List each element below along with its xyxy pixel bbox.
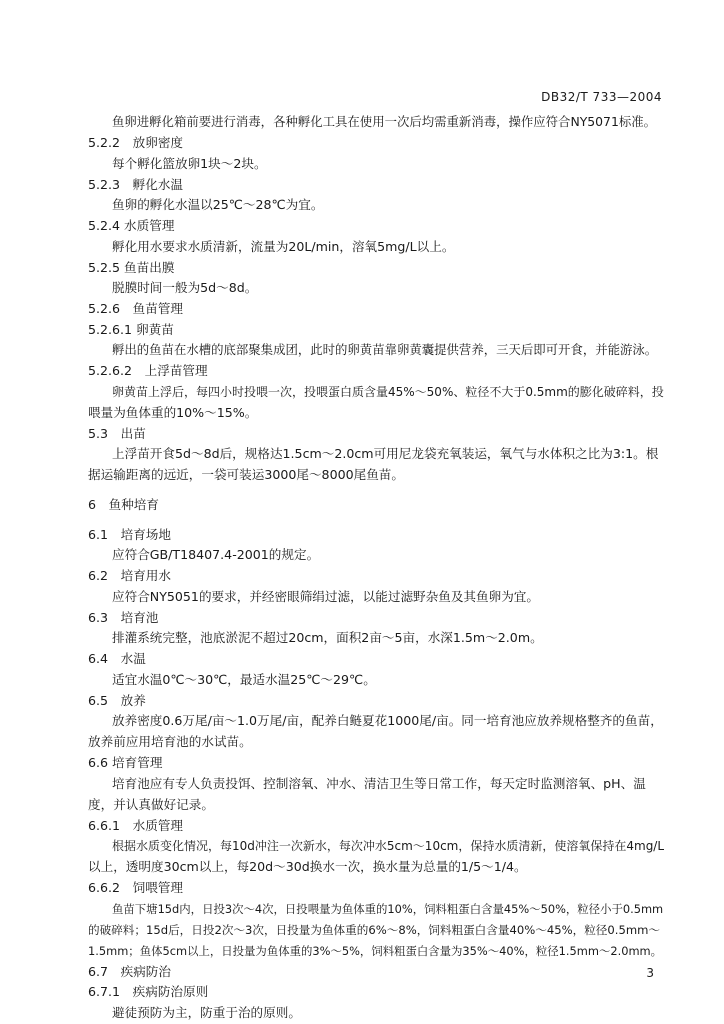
section-heading-5-2-2: 5.2.2 放卵密度 — [88, 135, 184, 150]
section-heading-5-2-6: 5.2.6 鱼苗管理 — [88, 301, 184, 316]
section-heading-5-3: 5.3 出苗 — [88, 425, 146, 441]
paragraph: 排灌系统完整，池底淤泥不超过20cm，面积2亩～5亩，水深1.5m～2.0m。 — [112, 630, 543, 645]
paragraph: 应符合NY5051的要求，并经密眼筛绢过滤，以能过滤野杂鱼及其鱼卵为宜。 — [112, 588, 539, 604]
paragraph: 避徒预防为主，防重于治的原则。 — [112, 1004, 301, 1020]
paragraph-line: 鱼苗下塘15d内，日投3次～4次，日投喂量为鱼体重的10%，饲料粗蛋白含量45%～50%，粒径小于0.5mm — [112, 901, 664, 916]
paragraph-line: 卵黄苗上浮后，每四小时投喂一次，投喂蛋白质含量45%～50%、粒径不大于0.5mm的膨化破碎料，投 — [112, 384, 664, 399]
paragraph: 适宜水温0℃～30℃，最适水温25℃～29℃。 — [112, 671, 376, 687]
section-heading-5-2-6-1: 5.2.6.1 卵黄苗 — [88, 321, 174, 337]
section-heading-5-2-5: 5.2.5 鱼苗出膜 — [88, 259, 175, 275]
paragraph-line: 度，并认真做好记录。 — [88, 796, 214, 812]
section-heading-6-7-1: 6.7.1 疾病防治原则 — [88, 984, 209, 999]
section-heading-6-7: 6.7 疾病防治 — [88, 963, 171, 979]
paragraph-line: 根据水质变化情况，每10d冲注一次新水，每次冲水5cm～10cm，保持水质清新，使溶氧保持在4mg/L — [112, 839, 665, 853]
paragraph: 鱼卵的孵化水温以25℃～28℃为宜。 — [112, 197, 324, 212]
standard-code: DB32/T 733—2004 — [541, 90, 662, 104]
chapter-heading-6: 6 鱼种培育 — [88, 497, 159, 512]
section-heading-6-6-1: 6.6.1 水质管理 — [88, 817, 184, 833]
paragraph-line: 培育池应有专人负责投饵、控制溶氧、冲水、清洁卫生等日常工作，每天定时监测溶氧、pH、温 — [112, 775, 646, 791]
section-heading-6-2: 6.2 培育用水 — [88, 568, 171, 583]
section-heading-6-1: 6.1 培育场地 — [88, 526, 171, 542]
paragraph-line: 放养密度0.6万尾/亩～1.0万尾/亩，配养白鲢夏花1000尾/亩。同一培育池应放养规格整齐的鱼苗， — [112, 713, 663, 728]
paragraph: 脱膜时间一般为5d～8d。 — [112, 280, 258, 295]
paragraph-line: 1.5mm；鱼体5cm以上，日投量为鱼体重的3%～5%，饲料粗蛋白含量为35%～40%，粒径1.5mm～2.0mm。 — [88, 943, 663, 958]
section-heading-5-2-3: 5.2.3 孵化水温 — [88, 176, 184, 192]
paragraph-line: 的破碎料；15d后，日投2次～3次，日投量为鱼体重的6%～8%，饲料粗蛋白含量40%～45%，粒径0.5mm～ — [88, 922, 660, 937]
paragraph: 每个孵化篮放卵1块～2块。 — [112, 155, 267, 171]
paragraph: 鱼卵进孵化箱前要进行消毒，各种孵化工具在使用一次后均需重新消毒，操作应符合NY5071标准。 — [112, 114, 656, 129]
section-heading-6-6: 6.6 培育管理 — [88, 755, 163, 770]
paragraph-line: 喂量为鱼体重的10%～15%。 — [88, 404, 258, 420]
section-heading-6-5: 6.5 放养 — [88, 692, 146, 708]
paragraph-line: 上浮苗开食5d～8d后，规格达1.5cm～2.0cm可用尼龙袋充氧装运，氧气与水体积之比为3:1。根 — [112, 446, 659, 461]
paragraph: 应符合GB/T18407.4-2001的规定。 — [112, 547, 320, 562]
paragraph-line: 以上，透明度30cm以上，每20d～30d换水一次，换水量为总量的1/5～1/4。 — [88, 859, 527, 874]
section-heading-6-6-2: 6.6.2 饲喂管理 — [88, 880, 184, 895]
section-heading-6-3: 6.3 培育池 — [88, 609, 159, 625]
paragraph: 孵出的鱼苗在水槽的底部聚集成团，此时的卵黄苗靠卵黄囊提供营养，三天后即可开食，并能游泳。 — [112, 342, 658, 357]
page-number: 3 — [646, 966, 654, 980]
document-body — [88, 112, 663, 1024]
section-heading-6-4: 6.4 水温 — [88, 651, 146, 666]
paragraph-line: 据运输距离的远近，一袋可装运3000尾～8000尾鱼苗。 — [88, 467, 404, 482]
section-heading-5-2-4: 5.2.4 水质管理 — [88, 218, 175, 233]
section-heading-5-2-6-2: 5.2.6.2 上浮苗管理 — [88, 363, 208, 378]
paragraph: 孵化用水要求水质清新，流量为20L/min，溶氧5mg/L以上。 — [112, 238, 455, 254]
paragraph-line: 放养前应用培育池的水试苗。 — [88, 734, 252, 749]
